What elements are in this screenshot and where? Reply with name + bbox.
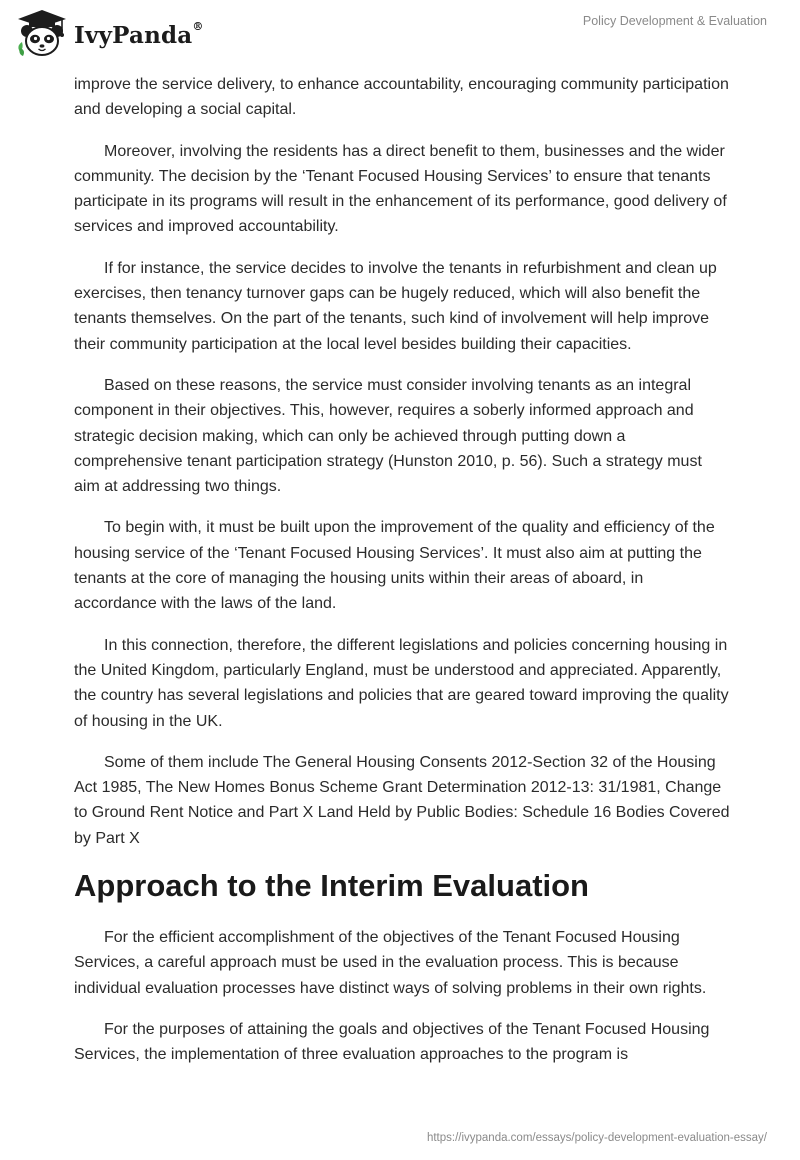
paragraph: For the efficient accomplishment of the objectives of the Tenant Focused Housing Services, a careful approach must be used in the evaluation process. This is because individual evaluation processes have distinct ways of solving problems in their own rights. bbox=[74, 929, 707, 997]
essay-content bbox=[74, 72, 730, 1084]
running-title: Policy Development & Evaluation bbox=[582, 14, 767, 28]
logo[interactable] bbox=[14, 8, 204, 58]
paragraph: Some of them include The General Housing Consents 2012-Section 32 of the Housing Act 1985, The New Homes Bonus Scheme Grant Determination 2012-13: 31/1981, Change to Ground Rent Notice and Part X Land Held by Public Bodies: Schedule 16 Bodies Covered by Part X bbox=[74, 753, 730, 847]
source-url[interactable]: https://ivypanda.com/essays/policy-development-evaluation-essay/ bbox=[426, 1132, 767, 1144]
paragraph: In this connection, therefore, the different legislations and policies concerning housing in the United Kingdom, particularly England, must be understood and appreciated. Apparently, the country has several legislations and policies that are geared toward improving the quality of housing in the UK. bbox=[74, 636, 729, 730]
paragraph: To begin with, it must be built upon the improvement of the quality and efficiency of the housing service of the ‘Tenant Focused Housing Services’. It must also aim at putting the tenants at the core of managing the housing units within their areas of aboard, in accordance with the laws of the land. bbox=[74, 519, 715, 613]
paragraph: Based on these reasons, the service must consider involving tenants as an integral component in their objectives. This, however, requires a soberly informed approach and strategic decision making, which can only be achieved through putting down a comprehensive tenant participation strategy (Hunston 2010, p. 56). Such a strategy must aim at addressing two things. bbox=[74, 376, 702, 496]
logo-wordmark: IvyPanda bbox=[74, 21, 193, 49]
logo-text bbox=[74, 19, 204, 49]
paragraph: improve the service delivery, to enhance accountability, encouraging community participation and developing a social capital. bbox=[74, 76, 729, 119]
panda-graduate-icon bbox=[14, 8, 70, 58]
page-header bbox=[0, 0, 800, 66]
registered-mark: ® bbox=[192, 19, 204, 33]
paragraph: If for instance, the service decides to involve the tenants in refurbishment and clean up exercises, then tenancy turnover gaps can be hugely reduced, which will also benefit the tenants themselves. On the part of the tenants, such kind of involvement will help improve their community participation at the local level besides building their capacities. bbox=[74, 259, 717, 353]
paragraph: Moreover, involving the residents has a direct benefit to them, businesses and the wider community. The decision by the ‘Tenant Focused Housing Services’ to ensure that tenants participate in its programs will result in the enhancement of its performance, good delivery of services and improved accountability. bbox=[74, 142, 727, 236]
paragraph: For the purposes of attaining the goals and objectives of the Tenant Focused Housing Services, the implementation of three evaluation approaches to the program is bbox=[74, 1020, 710, 1064]
section-heading: Approach to the Interim Evaluation bbox=[74, 868, 589, 904]
